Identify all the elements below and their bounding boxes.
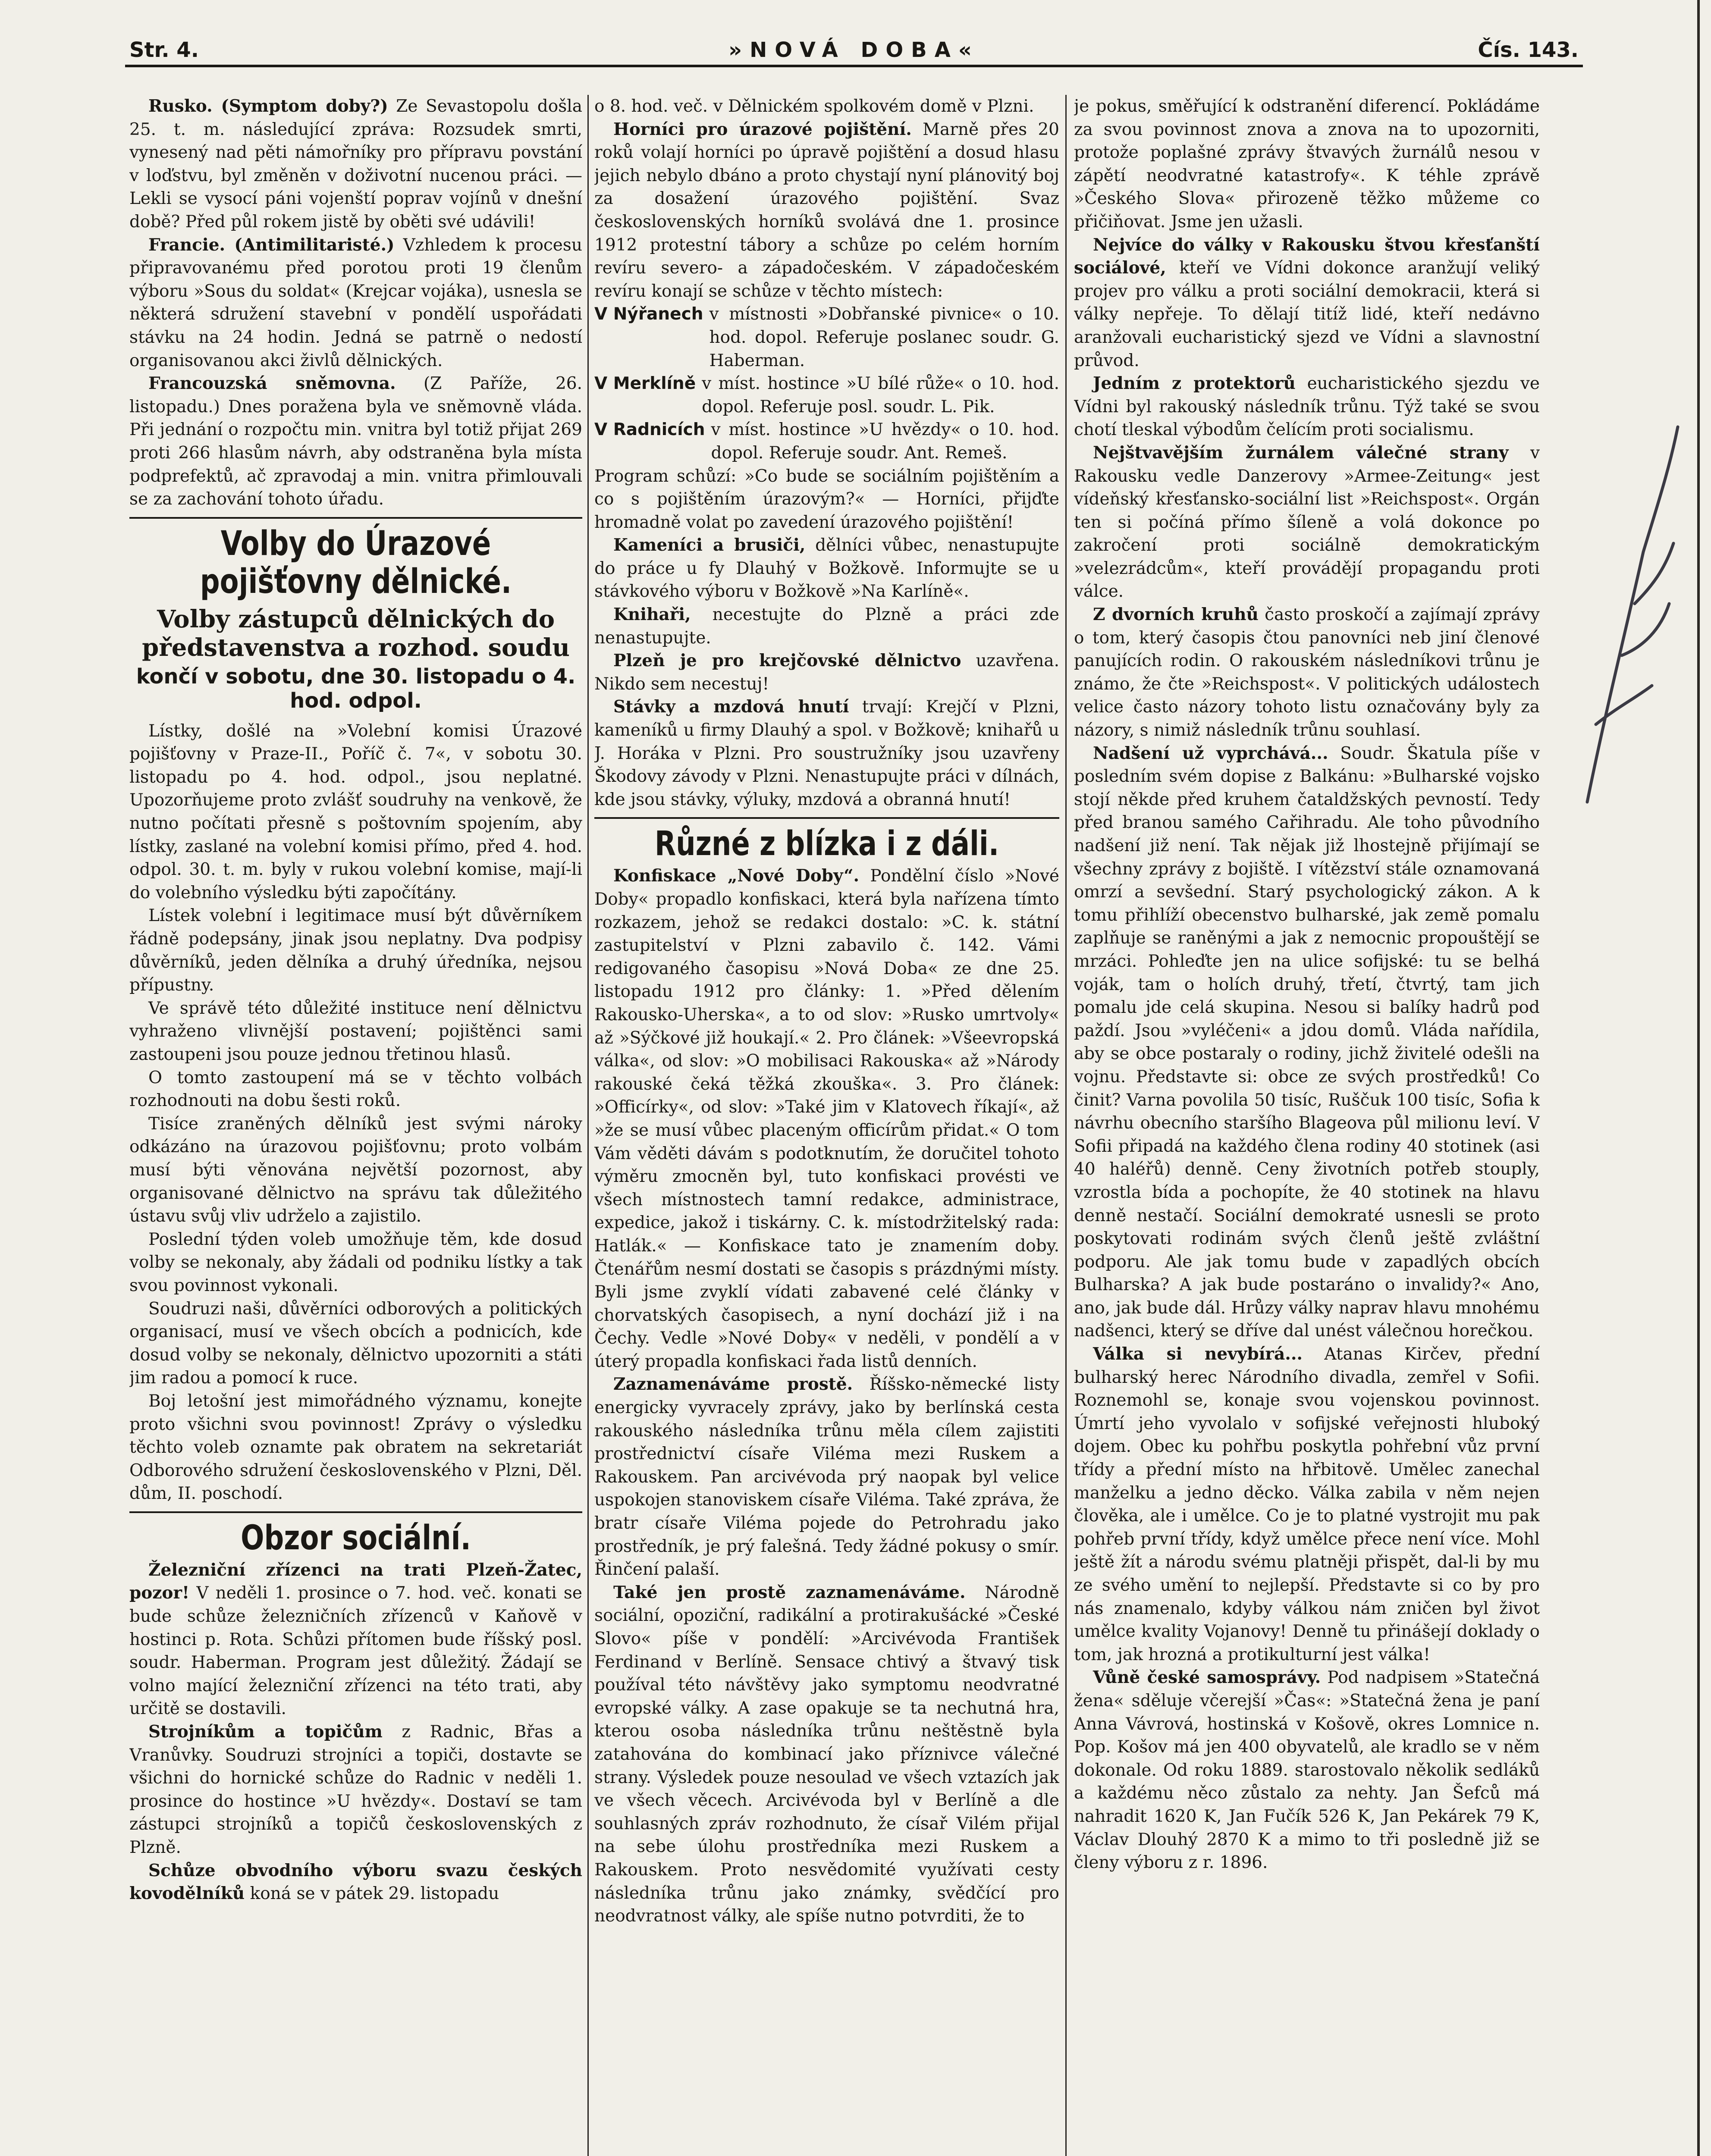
headline-elections: Volby do Úrazové pojišťovny dělnické. [200,524,512,601]
elections-paragraph: Lístek volební i legitimace musí být důvěrníkem řádně podepsány, jinak jsou neplatny. Dva podpisy důvěrníků, jeden dělníka a druhý úředníka, nejsou přípustny. [129,906,582,995]
article-russia: Rusko. (Symptom doby?) Ze Sevastopolu došla 25. t. m. následující zpráva: Rozsudek smrti, vynesený nad pěti námořníky pro přípravu povstání v loďstvu, byl změněn v doživotní nucenou práci. — Lekli se vysocí páni vojenští poprav vojínů v dnešní době? Před půl rokem jistě by oběti své udávili! [129,96,582,232]
headline-various: Různé z blízka i z dáli. [654,824,999,864]
article-confiscation: Konfiskace „Nové Doby“. Pondělní číslo »Nové Doby« propadlo konfiskaci, která byla nařízena tímto rozkazem, jehož se redakci dostalo: »C. k. státní zastupitelství v Plzni zabavilo č. 142. Vámi redigovaného časopisu »Nová Doba« ze dne 25. listopadu 1912 pro články: 1. »Před dělením Rakousko-Uherska«, a to od slov: »Rusko umrtvoly« až »Sýčkové již houkají.« 2. Pro článek: »Všeevropská válka«, od slov: »O mobilisaci Rakouska« až »Národy rakouské čeká těžká zkouška«. 3. Pro článek: »Officírky«, od slov: »Také jim v Klatovech říkají«, až »že se musí vůbec placeným officírům přidat.« O tom Vám věděti dávám s podotknutím, že doručitel tohoto výměru zmocněn byl, tuto konfiskaci provésti ve všech místnostech tamní redakce, administrace, expedice, jakož i tiskárny. C. k. místodržitelský rada: Hatlák.« — Konfiskace tato je znamením doby. Čtenářům nesmí dostati se časopis s prázdnými místy. Byli jsme zvyklí vídati zabavené celé články v chorvatských časopisech, a nyní dochází již i na Čechy. Vedle »Nové Doby« v neděli, v pondělí a v úterý propadla konfiskaci řada listů denních. [594,866,1059,1371]
column-2 [594,95,1059,2156]
column-3 [1074,95,1540,2156]
headline-social-review: Obzor sociální. [241,1518,471,1557]
elections-paragraph: Poslední týden voleb umožňuje těm, kde dosud volby se nekonaly, aby žádali od podniku lístky a tak svou povinnost vykonali. [129,1229,582,1295]
page-header [129,38,1579,64]
signature-stroke [1587,427,1678,802]
article-continuation: je pokus, směřující k odstranění diferencí. Pokládáme za svou povinnost znova a znova na to upozorniti, protože poplašné zprávy štvavých žurnálů nesou v zápětí neodvratné katastrofy«. K téhle zprávě »Českého Slova« přirozeně těžko můžeme co přičiňovat. Jsme jen užasli. [1074,97,1540,232]
column-divider [587,95,589,2156]
elections-paragraph: Ve správě této důležité instituce není dělnictvu vyhraženo vlivnější postavení; pojištěnci sami zastoupeni jsou pouze jednou třetinou hlasů. [129,998,582,1064]
elections-paragraph: Lístky, došlé na »Volební komisi Úrazové pojišťovny v Praze-II., Poříč č. 7«, v sobotu 30. listopadu po 4. hod. odpol., jsou neplatné. Upozorňujeme proto zvlášť soudruhy na venkově, že nutno počítati přesně s poštovním spojením, aby lístky, zaslané na volební komisi přímo, před 4. hod. odpol. 30. t. m. byly v rukou volební komise, mají-li do volebního výsledku býti započítány. [129,721,582,903]
page-number: Str. 4. [129,38,199,62]
meeting-location: V Nýřanech v místnosti »Dobřanské pivnice« o 10. hod. dopol. Referuje poslanec soudr. G. Haberman. [594,304,1059,370]
page-edge [1697,0,1700,2156]
issue-number: Čís. 143. [1478,38,1579,62]
article-note-2: Také jen prostě zaznamenáváme. Národně sociální, opoziční, radikální a protirakušácké »České Slovo« píše v pondělí: »Arcivévoda František Ferdinand v Berlíně. Sensace chtivý a štvavý tisk používal této návštěvy jako symptomu neodvratné evropské války. A zase opakuje se ta nechutná hra, kterou osoba následníka trůnu neštěstně byla zatahována do kombinací jako příznivce válečné strany. Výsledek pouze nesoulad ve všech vztazích jak ve všech věcech. Arcivévoda byl v Berlíně a dle souhlasných zpráv rozhodnuto, že císař Vilém přijal na sebe úlohu prostředníka mezi Ruskem a Rakouskem. Proto nesvědomité využívati cesty následníka trůnu jako známky, svědčící pro neodvratnost války, ale spíše nutno potvrditi, že to [594,1582,1059,1926]
article-enthusiasm: Nadšení už vyprchává... Soudr. Škatula píše v posledním svém dopise z Balkánu: »Bulharské vojsko stojí někde před kruhem čataldžských pevností. Tedy před branou samého Cařihradu. Ale toho původního nadšení již není. Tak nějak již lhostejně přijímají se všechny zprávy z bojiště. I vítězství stále oznamovaná omrzí a sevšední. Starý psychologický zákon. A k tomu přihlíží obecenstvo bulharské, jak země pomalu zaplňuje se raněnými a jak z nemocnic propouštějí se mrzáci. Pohleďte jen na ulice sofijské: tu se belhá voják, tam o holích druhý, třetí, čtvrtý, tam jich pomalu jde celá skupina. Nesou si balíky hadrů pod paždí. Jsou »vyléčeni« a jdou domů. Vláda nařídila, aby se obce postaraly o rodiny, jichž živitelé odešli na vojnu. Představte si: obce ze svých prostředků! Co činit? Varna povolila 50 tisíc, Ruščuk 100 tisíc, Sofia k návrhu obecního staršího Blageova půl milionu leví. V Sofii připadá na každého člena rodiny 40 stotinek (asi 40 haléřů) denně. Ceny životních potřeb stouply, vzrostla bída a pochopíte, že 40 stotinek na hlavu denně nestačí. Sociální demokraté usnesli se proto poskytovati rodinám svých členů ještě zvláštní podporu. Ale jak tomu bude v zapadlých obcích Bulharska? A jak bude postaráno o invalidy?« Ano, ano, jak bude dál. Hrůzy války naprav hlavu mnohému nadšenci, který se dříve dal unést válečnou horečkou. [1074,743,1540,1341]
article-stonemasons: Kameníci a brusiči, dělníci vůbec, nenastupujte do práce u fy Dlauhý v Božkově. Informujte se u stávkového výboru v Božkově »Na Karlíně«. [594,535,1059,602]
article-france: Francie. (Antimilitaristé.) Vzhledem k procesu připravovanému před porotou proti 19 členům výboru »Sous du soldat« (Krejcar vojáka), usnesla se některá sdružení stavební v pondělí uspořádati stávku na 24 hodin. Jedná se patrně o nedostí organisovanou akci živlů dělnických. [129,235,582,370]
column-1 [129,95,582,2156]
article-metalworkers: Schůze obvodního výboru svazu českých kovodělníků koná se v pátek 29. listopadu [129,1860,582,1904]
elections-paragraph: Tisíce zraněných dělníků jest svými nároky odkázáno na úrazovou pojišťovnu; proto volbám musí býti věnována největší pozornost, aby organisované dělnictvo na správu tak důležitého ústavu svůj vliv udrželo a zajistilo. [129,1114,582,1226]
article-protectors: Jedním z protektorů eucharistického sjezdu ve Vídni byl rakouský následník trůnu. Týž také se svou chotí tleskal výbodům čelícím proti socialismu. [1074,373,1540,440]
article-bookbinders: Knihaři, necestujte do Plzně a práci zde nenastupujte. [594,605,1059,648]
column-divider [1065,95,1067,2156]
masthead-title: »NOVÁ DOBA« [728,38,980,62]
meeting-location: V Radnicích v míst. hostince »U hvězdy« o 10. hod. dopol. Referuje soudr. Ant. Remeš. [594,420,1059,463]
article-tailors: Plzeň je pro krejčovské dělnictvo uzavřena. Nikdo sem necestuj! [594,651,1059,694]
handwritten-margin-note [1570,328,1708,888]
section-rule [129,517,582,519]
article-note: Zaznamenáváme prostě. Říšsko-německé listy energicky vyvracely zprávy, jako by berlínská cesta rakouského následníka trůnu měla cílem zajistiti prostřednictví císaře Viléma mezi Ruskem a Rakouskem. Pan arcivévoda prý naopak byl velice uspokojen stanoviskem císaře Viléma. Také zpráva, že bratr císaře Viléma pojede do Petrohradu jako prostředník, je prý falešná. Tedy žádné pokusy o smír. Řinčení palaší. [594,1374,1059,1579]
article-christian-socials: Nejvíce do války v Rakousku štvou křesťanští sociálové, kteří ve Vídni dokonce aranžují veliký projev pro válku a proti sociální demokracii, která si války nepřeje. To dělají titíž lidé, kteří nedávno aranžovali eucharistický sjezd ve Vídni a slavnostní průvod. [1074,235,1540,370]
article-self-government: Vůně české samosprávy. Pod nadpisem »Statečná žena« sděluje včerejší »Čas«: »Statečná žena je paní Anna Vávrová, hostinská v Košově, okres Lomnice n. Pop. Košov má jen 400 obyvatelů, ale kradlo se v něm dokonale. Od roku 1889. starostovalo několik sedláků a každému něco zůstalo za nehty. Jan Šefců má nahradit 1620 K, Jan Fučík 526 K, Jan Pekárek 79 K, Václav Dlouhý 2870 K a mimo to tři posledně již se členy výboru z r. 1896. [1074,1667,1540,1873]
elections-paragraph: Soudruzi naši, důvěrníci odborových a politických organisací, musí ve všech obcích a podnicích, kde dosud volby se nekonaly, dělnictvo upozorniti a státi jim radou a pomocí k ruce. [129,1299,582,1388]
elections-deadline: končí v sobotu, dne 30. listopadu o 4. hod. odpol. [136,664,576,713]
elections-paragraph: Boj letošní jest mimořádného významu, konejte proto všichni svou povinnost! Zprávy o výsledku těchto voleb oznamte pak obratem na sekretariát Odborového sdružení československého v Plzni, Děl. dům, II. poschodí. [129,1391,582,1504]
article-court-circles: Z dvorních kruhů často proskočí a zajímají zprávy o tom, který časopis čtou panovníci neb jiní členové panujících rodin. O rakouském následníkovi trůnu je známo, že čte »Reichspost«. V politických událostech velice často názory tohoto listu označovány byly za názory, s nimiž následník trůnu souhlasí. [1074,605,1540,740]
meeting-program: Program schůzí: »Co bude se sociálním pojištěním a co s pojištěním úrazovým?« — Horníci, přijďte hromadně volat po zavedení úrazového pojištění! [594,466,1059,532]
subheadline-elections: Volby zástupců dělnických do představenstva a rozhod. soudu [142,605,570,662]
section-rule [594,817,1059,819]
article-war-journal: Nejštvavějším žurnálem válečné strany v Rakousku vedle Danzerovy »Armee-Zeitung« jest vídeňský křesťansko-sociální list »Reichspost«. Orgán ten si počíná přímo šíleně a volá dokonce po zakročení proti sociálně demokratickým »velezrádcům«, kteří provádějí propagandu proti válce. [1074,442,1540,602]
article-railway-workers: Železniční zřízenci na trati Plzeň-Žatec, pozor! V neděli 1. prosince o 7. hod. več. konati se bude schůze železničních zřízenců v Kaňově v hostinci p. Rota. Schůzi přítomen bude říšský posl. soudr. Haberman. Program jest důležitý. Žádají se volno mající železniční zřízenci na této trati, aby určitě se dostavili. [129,1560,582,1719]
article-miners: Horníci pro úrazové pojištění. Marně přes 20 roků volají horníci po úpravě pojištění a dosud hlasu jejich nebylo dbáno a proto chystají nyní plánovitý boj za dosažení úrazového pojištění. Svaz československých horníků svolává dne 1. prosince 1912 protestní tábory a schůze po celém horním revíru severo- a západočeském. V západočeském revíru konají se schůze v těchto místech: [594,119,1059,301]
article-strikes: Stávky a mzdová hnutí trvají: Krejčí v Plzni, kameníků u firmy Dlauhý a spol. v Božkově; knihařů u J. Horáka v Plzni. Pro soustružníky jsou uzavřeny Škodovy závody v Plzni. Nenastupujte práci v dílnách, kde jsou stávky, výluky, mzdová a obranná hnutí! [594,697,1059,809]
article-war-victims: Válka si nevybírá... Atanas Kirčev, přední bulharský herec Národního divadla, zemřel v Sofii. Roznemohl se, konaje svou vojenskou povinnost. Úmrtí jeho vyvolalo v sofijské veřejnosti hluboký dojem. Obec ku pohřbu poskytla pohřební vůz první třídy a přední místo na hřbitově. Umělec zanechal manželku a jedno děcko. Válka zabila v něm nejen člověka, ale i umělce. Co je to platné vystrojit mu pak pohřeb první třídy, když umělce přece není více. Mohl ještě žít a národu svému platněji přispět, dal-li by mu ze svého umění to nejlepší. Představte si co by pro nás znamenalo, kdyby válkou nám zničen byl život umělce kvality Vojanovy! Denně tu přinášejí doklady o tom, jak hrozná a protikulturní jest válka! [1074,1344,1540,1664]
header-rule [125,65,1583,67]
meeting-location: V Merklíně v míst. hostince »U bílé růže« o 10. hod. dopol. Referuje posl. soudr. L. Pik. [594,374,1059,417]
article-french-chamber: Francouzská sněmovna. (Z Paříže, 26. listopadu.) Dnes poražena byla ve sněmovně vláda. Při jednání o rozpočtu min. vnitra byl totiž přijat 269 proti 266 hlasům návrh, aby odstraněna byla místa podprefektů, ač zpravodaj a min. vnitra přimlouvali se za zachování tohoto úřadu. [129,373,582,509]
elections-paragraph: O tomto zastoupení má se v těchto volbách rozhodnouti na dobu šesti roků. [129,1068,582,1111]
article-continuation: o 8. hod. več. v Dělnickém spolkovém domě v Plzni. [594,97,1034,116]
section-rule [129,1511,582,1513]
article-machinists: Strojníkům a topičům z Radnic, Břas a Vranůvky. Soudruzi strojníci a topiči, dostavte se všichni do hornické schůze do Radnic v neděli 1. prosince do hostince »U hvězdy«. Dostaví se tam zástupci strojníků a topičů československých z Plzně. [129,1722,582,1857]
